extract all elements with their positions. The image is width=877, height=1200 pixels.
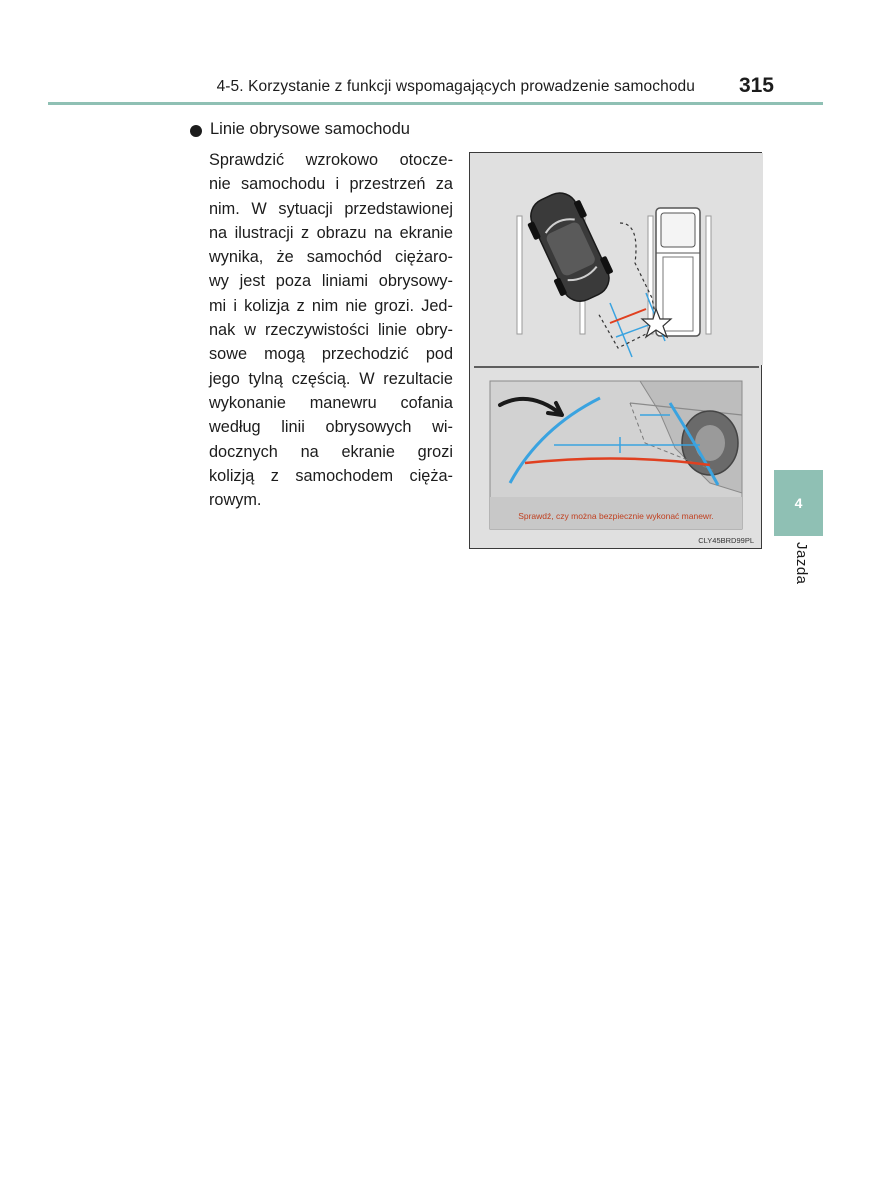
body-word: otocze- — [399, 151, 453, 169]
body-word: pod — [425, 345, 453, 364]
body-word: ciężaro- — [395, 248, 453, 267]
body-line — [209, 197, 453, 221]
body-word: tylną — [248, 369, 283, 388]
body-word: wynika, — [209, 248, 264, 267]
body-word: linie — [377, 321, 407, 340]
body-line — [209, 342, 453, 366]
body-word: z — [270, 466, 279, 485]
screen-warning-text: Sprawdź, czy można bezpiecznie wykonać manewr. — [518, 511, 714, 521]
body-word: za — [435, 175, 453, 194]
truck-icon — [656, 208, 700, 336]
figure-code: CLY45BRD99PL — [698, 536, 754, 545]
body-word: przechodzić — [321, 345, 409, 364]
body-word: obry- — [415, 321, 453, 340]
body-line — [209, 391, 453, 415]
body-word: przestrzeń — [349, 175, 426, 194]
body-word: na — [209, 223, 228, 242]
body-word: jego — [209, 369, 240, 388]
body-paragraph — [209, 148, 453, 512]
body-word: samochodu — [241, 175, 326, 194]
body-word: nak — [209, 321, 236, 340]
body-word: że — [276, 248, 294, 267]
body-line — [209, 415, 453, 439]
body-word: według — [209, 418, 261, 437]
body-word: nie — [345, 296, 368, 315]
body-word: kolizją — [209, 466, 255, 485]
body-word: i — [335, 175, 340, 194]
body-word: cięża- — [409, 466, 453, 485]
body-word: grozi. — [374, 296, 415, 315]
body-word: wy — [209, 272, 229, 291]
body-line — [209, 172, 453, 196]
body-word: cofania — [400, 393, 453, 412]
header-divider — [48, 102, 823, 105]
body-line — [209, 294, 453, 318]
body-word: z — [300, 223, 310, 242]
body-word: W — [359, 369, 375, 388]
body-line — [209, 245, 453, 269]
body-line — [209, 488, 453, 512]
body-word: wi- — [432, 418, 453, 437]
bullet-title: Linie obrysowe samochodu — [210, 120, 410, 138]
body-word: samochód — [306, 248, 382, 267]
body-word: na — [300, 442, 319, 461]
body-word: rowym. — [209, 491, 262, 510]
body-line — [209, 269, 453, 293]
body-line — [209, 148, 453, 172]
body-word: poza — [275, 272, 312, 291]
body-word: częścią. — [291, 369, 351, 388]
page-number: 315 — [738, 74, 774, 97]
illustration-figure — [469, 152, 762, 549]
parking-illustration — [470, 153, 763, 550]
body-word: na — [373, 223, 393, 242]
body-word: ekranie — [341, 442, 395, 461]
body-word: przedstawionej — [344, 199, 453, 218]
body-word: Sprawdzić — [209, 151, 285, 169]
chapter-label: Jazda — [793, 542, 810, 585]
body-word: obrysowy- — [378, 272, 453, 291]
body-word: wzrokowo — [305, 151, 379, 169]
parking-line — [517, 216, 522, 334]
body-word: obrazu — [316, 223, 367, 242]
body-word: w — [244, 321, 256, 340]
body-line — [209, 367, 453, 391]
body-word: rzeczywistości — [264, 321, 369, 340]
body-word: i — [233, 296, 237, 315]
body-word: wykonanie — [209, 393, 286, 412]
body-word: jest — [239, 272, 266, 291]
body-line — [209, 440, 453, 464]
body-word: grozi — [417, 442, 453, 461]
parking-line — [648, 216, 653, 334]
body-word: mogą — [264, 345, 305, 364]
body-word: W — [251, 199, 267, 218]
body-line — [209, 464, 453, 488]
body-word: nim. — [209, 199, 240, 218]
body-word: samochodem — [295, 466, 394, 485]
body-word: Jed- — [421, 296, 453, 315]
body-line — [209, 221, 453, 245]
body-word: obrysowych — [325, 418, 412, 437]
body-word: sowe — [209, 345, 248, 364]
body-word: nie — [209, 175, 231, 194]
body-word: manewru — [309, 393, 377, 412]
bullet-icon — [190, 125, 202, 137]
body-word: nim — [311, 296, 339, 315]
body-word: ilustracji — [234, 223, 294, 242]
chapter-tab: 4 — [774, 470, 823, 536]
body-word: docznych — [209, 442, 278, 461]
body-word: linii — [281, 418, 305, 437]
parking-line — [706, 216, 711, 334]
body-word: sytuacji — [278, 199, 333, 218]
body-word: liniami — [321, 272, 369, 291]
body-word: rezultacie — [383, 369, 453, 388]
body-word: ekranie — [399, 223, 453, 242]
section-header-title: 4-5. Korzystanie z funkcji wspomagających prowadzenie samochodu — [216, 78, 695, 95]
body-word: mi — [209, 296, 227, 315]
body-word: kolizja — [244, 296, 290, 315]
body-line — [209, 318, 453, 342]
body-word: z — [296, 296, 305, 315]
